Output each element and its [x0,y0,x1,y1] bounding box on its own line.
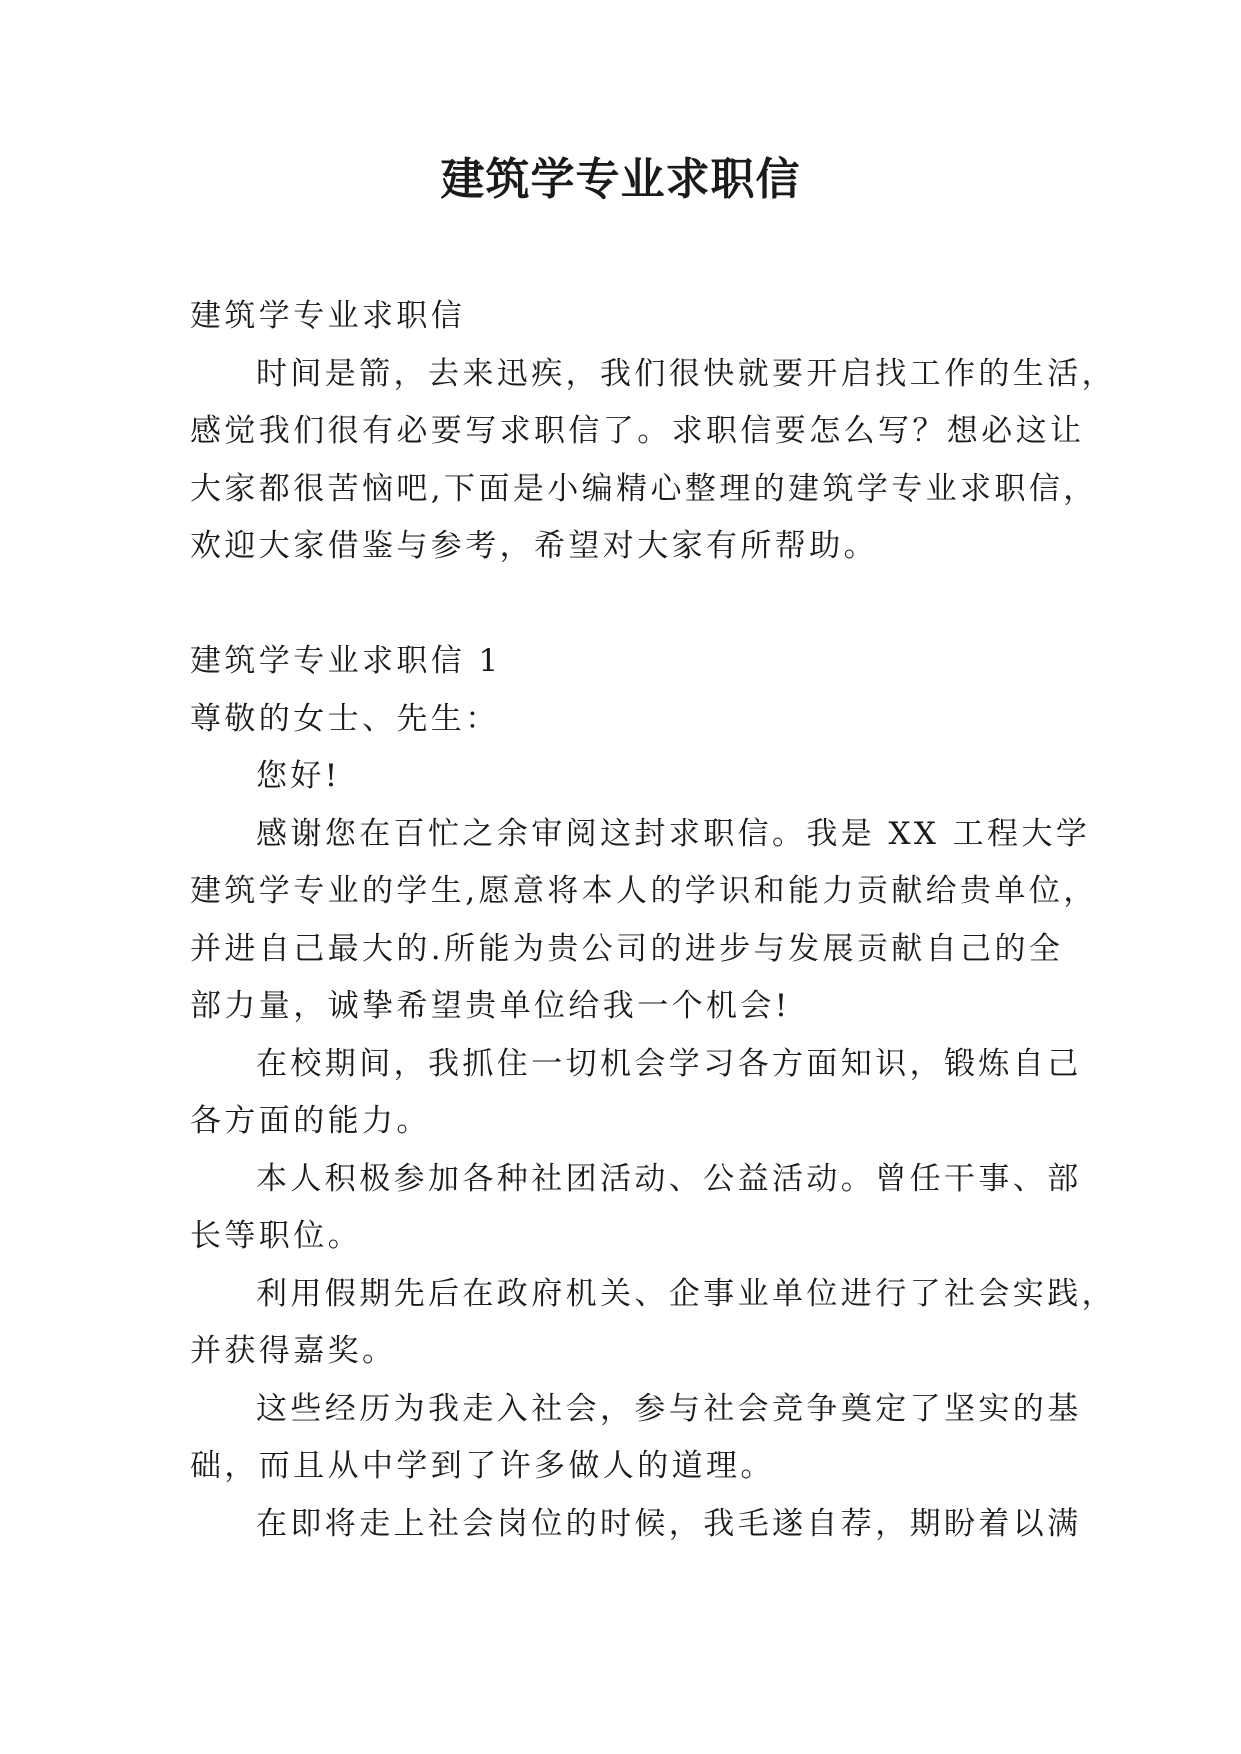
paragraph-gap [190,576,1055,634]
text-line: 感谢您在百忙之余审阅这封求职信。我是 XX 工程大学 [256,815,1091,852]
paragraph-6 [190,1496,1082,1554]
paragraph-3 [190,1151,1082,1266]
text-line: 并进自己最大的.所能为贵公司的进步与发展贡献自己的全 [190,930,1064,967]
text-line: 部力量，诚挚希望贵单位给我一个机会! [190,988,791,1024]
text-line: 利用假期先后在政府机关、企事业单位进行了社会实践， [256,1275,1116,1312]
text-line: 长等职位。 [190,1218,362,1254]
page-title: 建筑学专业求职信 [440,154,801,205]
text-line: 各方面的能力。 [190,1103,431,1139]
text-line: 本人积极参加各种社团活动、公益活动。曾任干事、部 [256,1160,1082,1197]
text-line: 础，而且从中学到了许多做人的道理。 [190,1448,775,1484]
text-line: 时间是箭，去来迅疾，我们很快就要开启找工作的生活， [256,355,1116,392]
intro-paragraph [190,346,1116,576]
paragraph-2 [190,1036,1082,1151]
greeting: 您好! [256,758,341,794]
text-line: 在校期间，我抓住一切机会学习各方面知识，锻炼自己 [256,1045,1082,1082]
text-line: 大家都很苦恼吧,下面是小编精心整理的建筑学专业求职信， [190,470,1098,507]
text-line: 在即将走上社会岗位的时候，我毛遂自荐，期盼着以满 [256,1505,1082,1542]
text-line: 欢迎大家借鉴与参考，希望对大家有所帮助。 [190,528,878,564]
document-subtitle: 建筑学专业求职信 [190,298,466,334]
salutation: 尊敬的女士、先生： [190,700,500,737]
paragraph-4 [190,1266,1116,1381]
paragraph-5 [190,1381,1082,1496]
text-line: 感觉我们很有必要写求职信了。求职信要怎么写？想必这让 [190,413,1085,449]
section-heading: 建筑学专业求职信 1 [190,643,502,679]
text-line: 这些经历为我走入社会，参与社会竞争奠定了坚实的基 [256,1390,1082,1427]
paragraph-1 [190,806,1098,1036]
document-body [190,288,1116,1553]
text-line: 并获得嘉奖。 [190,1333,397,1369]
text-line: 建筑学专业的学生,愿意将本人的学识和能力贡献给贵单位， [190,873,1098,909]
